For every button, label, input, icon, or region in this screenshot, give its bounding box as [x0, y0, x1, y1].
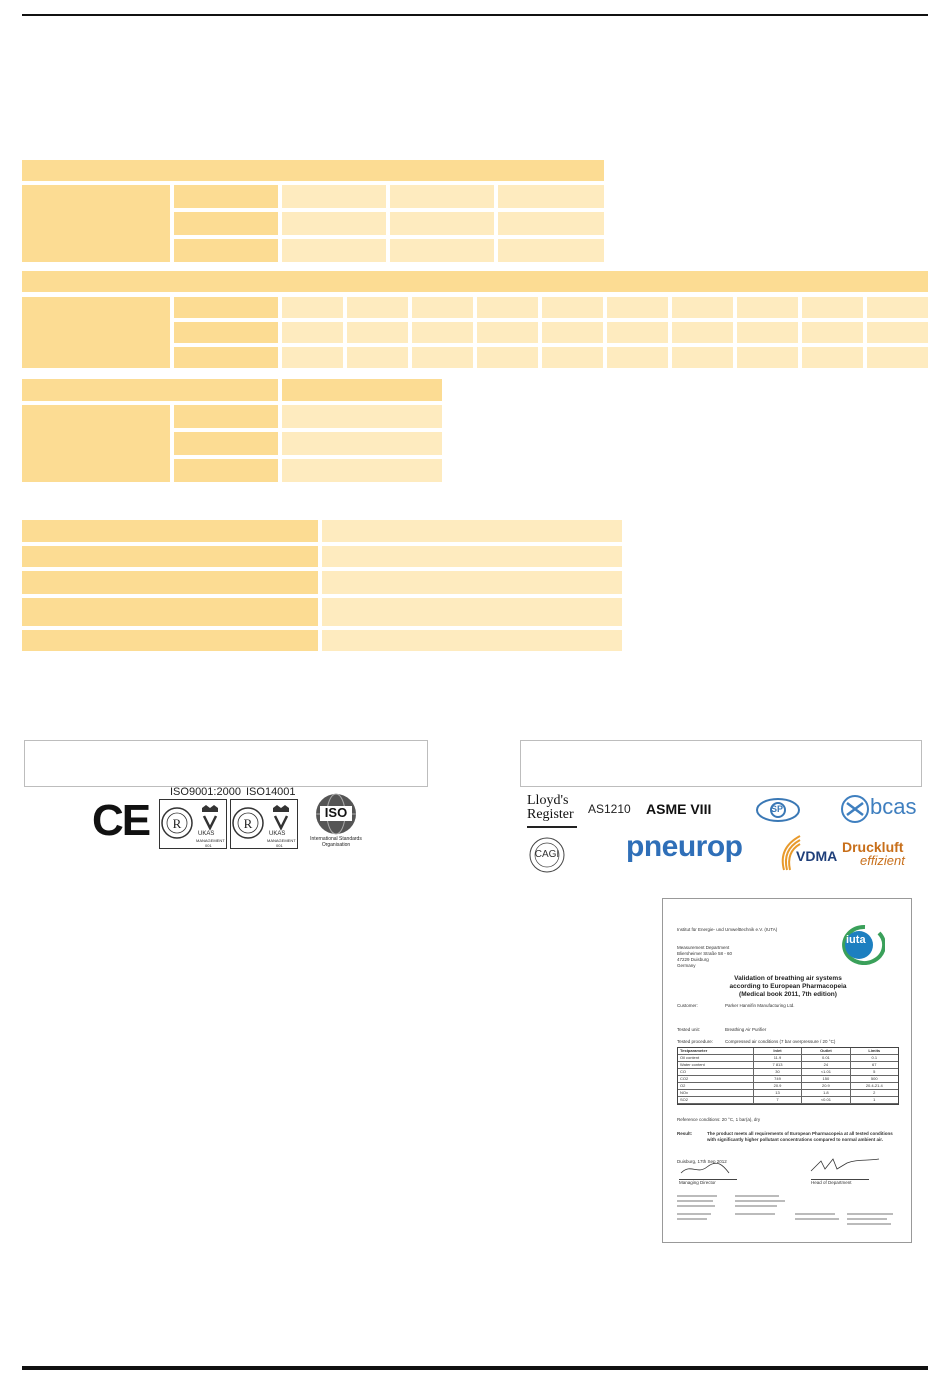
- certificate-procedure-value: Compressed air conditions (7 bar overpressure / 20 °C): [725, 1039, 836, 1044]
- certificate-result-label: Result:: [677, 1131, 693, 1136]
- table-2-sublabel: [174, 347, 278, 368]
- certificate-table-cell: 0.1: [850, 1055, 898, 1061]
- table-3-header-label: [22, 379, 278, 401]
- certificate-table-cell: 5: [850, 1069, 898, 1075]
- table-2-cell: [477, 322, 538, 343]
- certificate-address2: 47229 Duisburg: [677, 957, 709, 962]
- certificate-table-row: [678, 1062, 898, 1069]
- certificate-table-cell: Limits: [850, 1048, 898, 1054]
- table-2-cell: [672, 347, 733, 368]
- certificate-table-cell: <0.01: [801, 1097, 849, 1103]
- certificate-table-cell: 20.9: [753, 1083, 801, 1089]
- table-2-cell: [607, 322, 668, 343]
- table-3-cell: [282, 432, 442, 455]
- certificate-table-cell: 1: [850, 1097, 898, 1103]
- certificate-table-cell: SO2: [680, 1097, 689, 1102]
- table-2-cell: [607, 297, 668, 318]
- table-1-row-label: [22, 185, 170, 262]
- certificate-institute: Institut für Energie- und Umwelttechnik e.V. (IUTA): [677, 927, 778, 932]
- table-2-cell: [282, 297, 343, 318]
- table-4-value: [322, 630, 622, 651]
- table-2-cell: [802, 297, 863, 318]
- certificate-table-cell: 7 813: [753, 1062, 801, 1068]
- table-2-header: [22, 271, 928, 292]
- druckluft-effizient-logo: Druckluft effizient: [842, 839, 905, 868]
- certificate-table-cell: 749: [753, 1076, 801, 1082]
- table-2-cell: [672, 322, 733, 343]
- table-2-sublabel: [174, 297, 278, 318]
- certificate-address3: Germany: [677, 963, 696, 968]
- table-2-cell: [867, 297, 928, 318]
- table-1-sublabel: [174, 239, 278, 262]
- table-2-cell: [802, 347, 863, 368]
- bottom-rule: [22, 1366, 928, 1370]
- bcas-icon: [840, 794, 870, 824]
- table-3-sublabel: [174, 432, 278, 455]
- table-1-header: [22, 160, 604, 181]
- certificate-sign-left: Managing Director: [679, 1179, 737, 1186]
- certificate-unit-value: Breathing Air Purifier: [725, 1027, 767, 1032]
- table-1-cell: [390, 239, 494, 262]
- certificate-footer: [677, 1195, 899, 1235]
- certificate-table-row: [678, 1097, 898, 1104]
- table-1-cell: [498, 185, 604, 208]
- certificate-table-cell: <1.01: [801, 1069, 849, 1075]
- certificate-table-cell: O2: [680, 1083, 686, 1088]
- vdma-logo: VDMA: [774, 834, 834, 872]
- certificate-table-cell: CO: [680, 1069, 686, 1074]
- pneurop-logo: pneurop: [626, 830, 743, 863]
- table-4-value: [322, 520, 622, 542]
- table-1-cell: [390, 185, 494, 208]
- certificate-table-cell: 20.4-21.4: [850, 1083, 898, 1089]
- certificate-result-text: The product meets all requirements of European Pharmacopeia at all tested conditions with significantly higher pollutant concentrations compared to normal ambient air.: [707, 1131, 893, 1142]
- ukas-14001-logo: R UKAS MANAGEMENT 001: [230, 799, 298, 849]
- table-2-cell: [477, 297, 538, 318]
- certificate-table-cell: 150: [801, 1076, 849, 1082]
- table-2-cell: [542, 347, 603, 368]
- table-2-cell: [282, 347, 343, 368]
- table-2-cell: [737, 347, 798, 368]
- table-3-header-value: [282, 379, 442, 401]
- iuta-logo: iuta: [835, 923, 885, 965]
- table-3-sublabel: [174, 405, 278, 428]
- table-1-cell: [282, 212, 386, 235]
- certificate-table-cell: 24: [801, 1062, 849, 1068]
- svg-text:R: R: [243, 816, 253, 831]
- certificate-table-cell: Water content: [680, 1062, 705, 1067]
- certificate-table-cell: NOx: [680, 1090, 688, 1095]
- table-1-sublabel: [174, 185, 278, 208]
- as1210-logo: AS1210: [588, 802, 631, 816]
- table-2-cell: [607, 347, 668, 368]
- table-2-row-label: [22, 297, 170, 368]
- certificate-reference: Reference conditions: 20 °C, 1 bar(a), dry: [677, 1117, 761, 1122]
- cagi-logo: CAGI: [528, 836, 566, 874]
- csa-logo: SP: [755, 797, 801, 823]
- svg-text:R: R: [172, 816, 182, 831]
- table-4-value: [322, 598, 622, 626]
- table-4-label: [22, 520, 318, 542]
- table-2-cell: [737, 322, 798, 343]
- certificate-table-cell: 30: [753, 1069, 801, 1075]
- table-3-cell: [282, 405, 442, 428]
- certificate-table-row: [678, 1069, 898, 1076]
- table-1-cell: [282, 239, 386, 262]
- certificate-table-cell: 500: [850, 1076, 898, 1082]
- certificate-table-row: [678, 1076, 898, 1083]
- certificate-table-cell: 67: [850, 1062, 898, 1068]
- ukas-9001-logo: R UKAS MANAGEMENT 001: [159, 799, 227, 849]
- certificate-customer-label: Customer:: [677, 1003, 698, 1008]
- table-2-cell: [347, 297, 408, 318]
- certificate-table: [677, 1047, 899, 1105]
- table-2-cell: [542, 322, 603, 343]
- certificate-table-cell: 13: [753, 1090, 801, 1096]
- certificate-table-row: [678, 1048, 898, 1055]
- table-2-cell: [867, 322, 928, 343]
- table-1-cell: [390, 212, 494, 235]
- table-4-label: [22, 546, 318, 567]
- table-2-cell: [412, 297, 473, 318]
- certificate-table-cell: 0.01: [801, 1055, 849, 1061]
- certificate-table-cell: Testparameter: [680, 1048, 708, 1053]
- table-1-sublabel: [174, 212, 278, 235]
- bcas-logo: bcas: [840, 794, 920, 826]
- iso-organisation-logo: ISO International Standards Organisation: [310, 792, 362, 850]
- table-2-sublabel: [174, 322, 278, 343]
- certificate-table-cell: 7: [753, 1097, 801, 1103]
- iso14001-label: ISO14001: [246, 786, 296, 798]
- table-1-cell: [498, 212, 604, 235]
- right-cert-box: [520, 740, 922, 787]
- table-4-label: [22, 630, 318, 651]
- certificate-table-cell: CO2: [680, 1076, 689, 1081]
- top-rule: [22, 14, 928, 16]
- certificate-procedure-label: Tested procedure:: [677, 1039, 714, 1044]
- certificate-table-cell: Oil content: [680, 1055, 700, 1060]
- table-3-sublabel: [174, 459, 278, 482]
- signature-left-icon: [677, 1161, 747, 1177]
- table-1-cell: [498, 239, 604, 262]
- certificate-table-cell: Inlet: [753, 1048, 801, 1054]
- table-2-cell: [542, 297, 603, 318]
- certificate-unit-label: Tested unit:: [677, 1027, 701, 1032]
- table-2-cell: [672, 297, 733, 318]
- lloyds-register-logo: Lloyd's Register: [527, 794, 577, 828]
- certificate-department: Measurement Department: [677, 945, 730, 950]
- certificate-sign-right: Head of Department: [811, 1179, 869, 1186]
- table-3-cell: [282, 459, 442, 482]
- certificate-table-row: [678, 1083, 898, 1090]
- table-2-cell: [347, 347, 408, 368]
- table-2-cell: [802, 322, 863, 343]
- certificate-table-row: [678, 1090, 898, 1097]
- asme-logo: ASME VIII: [646, 801, 712, 817]
- certificate-date: Duisburg, 17th Sep 2012: [677, 1159, 727, 1164]
- certificate-title: Validation of breathing air systems according to European Pharmacopeia (Medical book 2011, 7th edition): [729, 975, 847, 998]
- certificate-customer-value: Parker Hannifin Manufacturing Ltd.: [725, 1003, 795, 1008]
- table-2-cell: [412, 322, 473, 343]
- certificate-table-row: [678, 1055, 898, 1062]
- iso9001-label: ISO9001:2000: [170, 786, 241, 798]
- iuta-certificate: [662, 898, 912, 1243]
- certificate-table-cell: Outlet: [801, 1048, 849, 1054]
- table-2-cell: [347, 322, 408, 343]
- left-cert-box: [24, 740, 428, 787]
- table-1-cell: [282, 185, 386, 208]
- table-4-label: [22, 598, 318, 626]
- certificate-table-cell: 1.8: [801, 1090, 849, 1096]
- ce-mark-logo: CE: [92, 796, 150, 845]
- certificate-address1: Bliersheimer Straße 58 - 60: [677, 951, 733, 956]
- table-2-cell: [282, 322, 343, 343]
- table-4-label: [22, 571, 318, 594]
- signature-right-icon: [807, 1155, 887, 1175]
- table-2-cell: [737, 297, 798, 318]
- table-2-cell: [412, 347, 473, 368]
- certificate-table-cell: 11.9: [753, 1055, 801, 1061]
- table-2-cell: [867, 347, 928, 368]
- table-4-value: [322, 546, 622, 567]
- certificate-table-cell: 20.9: [801, 1083, 849, 1089]
- table-3-row-label: [22, 405, 170, 482]
- table-2-cell: [477, 347, 538, 368]
- certificate-table-cell: 2: [850, 1090, 898, 1096]
- table-4-value: [322, 571, 622, 594]
